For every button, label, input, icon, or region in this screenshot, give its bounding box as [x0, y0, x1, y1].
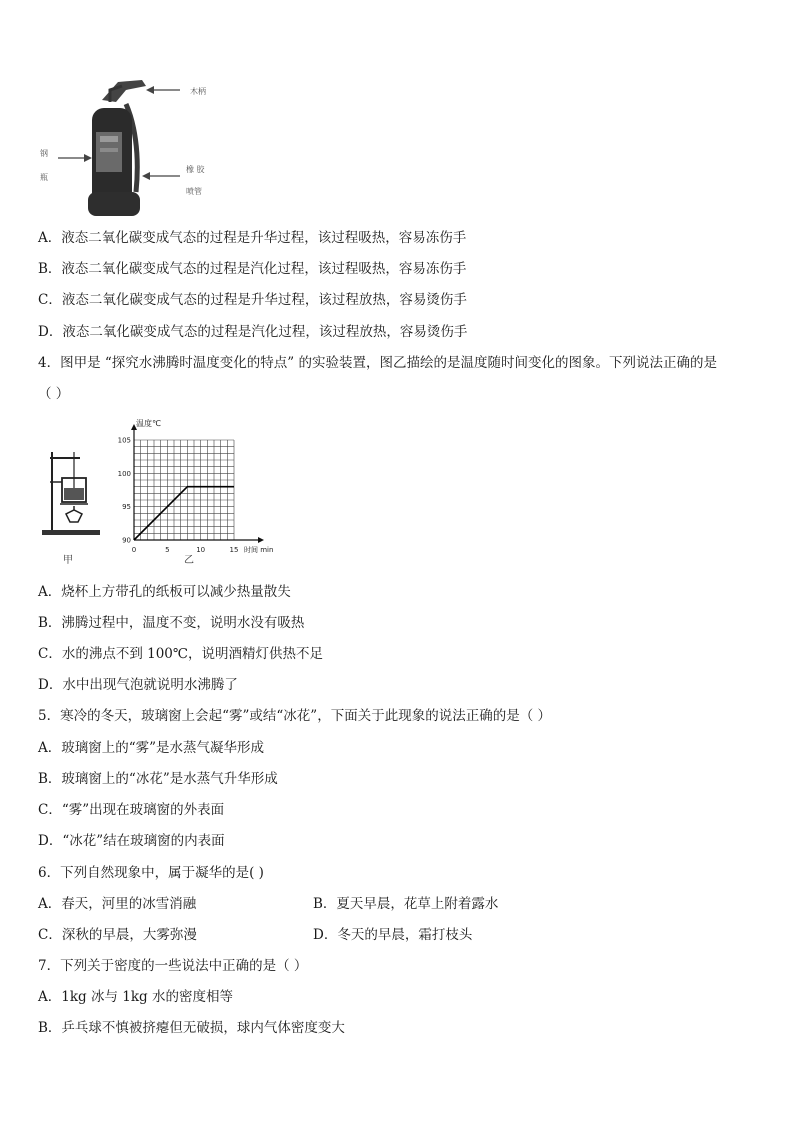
q3-option-d: D．液态二氧化碳变成气态的过程是汽化过程，该过程放热，容易烫伤手 — [38, 324, 468, 340]
figure-jia-label: 甲 — [63, 555, 73, 566]
q7-option-a: A．1kg 冰与 1kg 水的密度相等 — [38, 989, 233, 1005]
x-tick-label: 0 — [131, 546, 137, 554]
q3-option-c: C．液态二氧化碳变成气态的过程是升华过程，该过程放热，容易烫伤手 — [38, 292, 467, 308]
q3-option-a: A．液态二氧化碳变成气态的过程是升华过程，该过程吸热，容易冻伤手 — [38, 230, 467, 246]
x-axis-label: 时间 min — [244, 546, 274, 554]
q4-stem-line2: （ ） — [38, 386, 70, 402]
q5-option-a: A．玻璃窗上的“雾”是水蒸气凝华形成 — [38, 740, 265, 756]
q6-option-a: A．春天，河里的冰雪消融 — [38, 896, 197, 912]
q3-option-b: B．液态二氧化碳变成气态的过程是汽化过程，该过程吸热，容易冻伤手 — [38, 261, 467, 277]
q5-stem: 5．寒冷的冬天，玻璃窗上会起“雾”或结“冰花”，下面关于此现象的说法正确的是（ ） — [38, 708, 551, 724]
x-tick-label: 15 — [229, 546, 239, 554]
q4-option-c: C．水的沸点不到 100℃，说明酒精灯供热不足 — [38, 646, 323, 662]
label-cylinder-1: 钢 — [40, 149, 48, 158]
q4-stem-line1: 4．图甲是 “探究水沸腾时温度变化的特点” 的实验装置，图乙描绘的是温度随时间变化的图象。下列说法正确的是 — [38, 355, 717, 371]
q6-option-b: B．夏天早晨，花草上附着露水 — [313, 896, 499, 912]
label-cylinder-2: 瓶 — [40, 173, 48, 182]
temperature-time-chart — [112, 418, 282, 558]
y-axis-label: 温度℃ — [136, 419, 161, 428]
q5-option-c: C．“雾”出现在玻璃窗的外表面 — [38, 802, 225, 818]
q7-option-b: B．乒乓球不慎被挤瘪但无破损，球内气体密度变大 — [38, 1020, 345, 1036]
q5-option-b: B．玻璃窗上的“冰花”是水蒸气升华形成 — [38, 771, 278, 787]
label-handle: 木柄 — [190, 87, 206, 96]
q4-option-a: A．烧杯上方带孔的纸板可以减少热量散失 — [38, 584, 291, 600]
figure-yi-label: 乙 — [184, 555, 194, 566]
y-tick-label: 105 — [117, 436, 131, 445]
label-hose-1: 橡 胶 — [186, 165, 205, 174]
q4-option-d: D．水中出现气泡就说明水沸腾了 — [38, 677, 238, 693]
q6-option-d: D．冬天的早晨，霜打枝头 — [313, 927, 473, 943]
x-tick-label: 10 — [196, 546, 206, 554]
y-tick-label: 100 — [117, 469, 131, 478]
y-tick-label: 90 — [122, 536, 131, 545]
label-hose-2: 喷管 — [186, 187, 202, 196]
q5-option-d: D．“冰花”结在玻璃窗的内表面 — [38, 833, 225, 849]
q6-option-c: C．深秋的早晨，大雾弥漫 — [38, 927, 197, 943]
q6-stem: 6．下列自然现象中，属于凝华的是( ) — [38, 865, 264, 881]
boiling-apparatus-figure — [40, 448, 108, 548]
q4-option-b: B．沸腾过程中，温度不变，说明水没有吸热 — [38, 615, 305, 631]
x-axis-arrow — [258, 537, 264, 543]
x-tick-label: 5 — [165, 546, 170, 554]
y-tick-label: 95 — [122, 503, 131, 512]
q7-stem: 7．下列关于密度的一些说法中正确的是（ ） — [38, 958, 308, 974]
